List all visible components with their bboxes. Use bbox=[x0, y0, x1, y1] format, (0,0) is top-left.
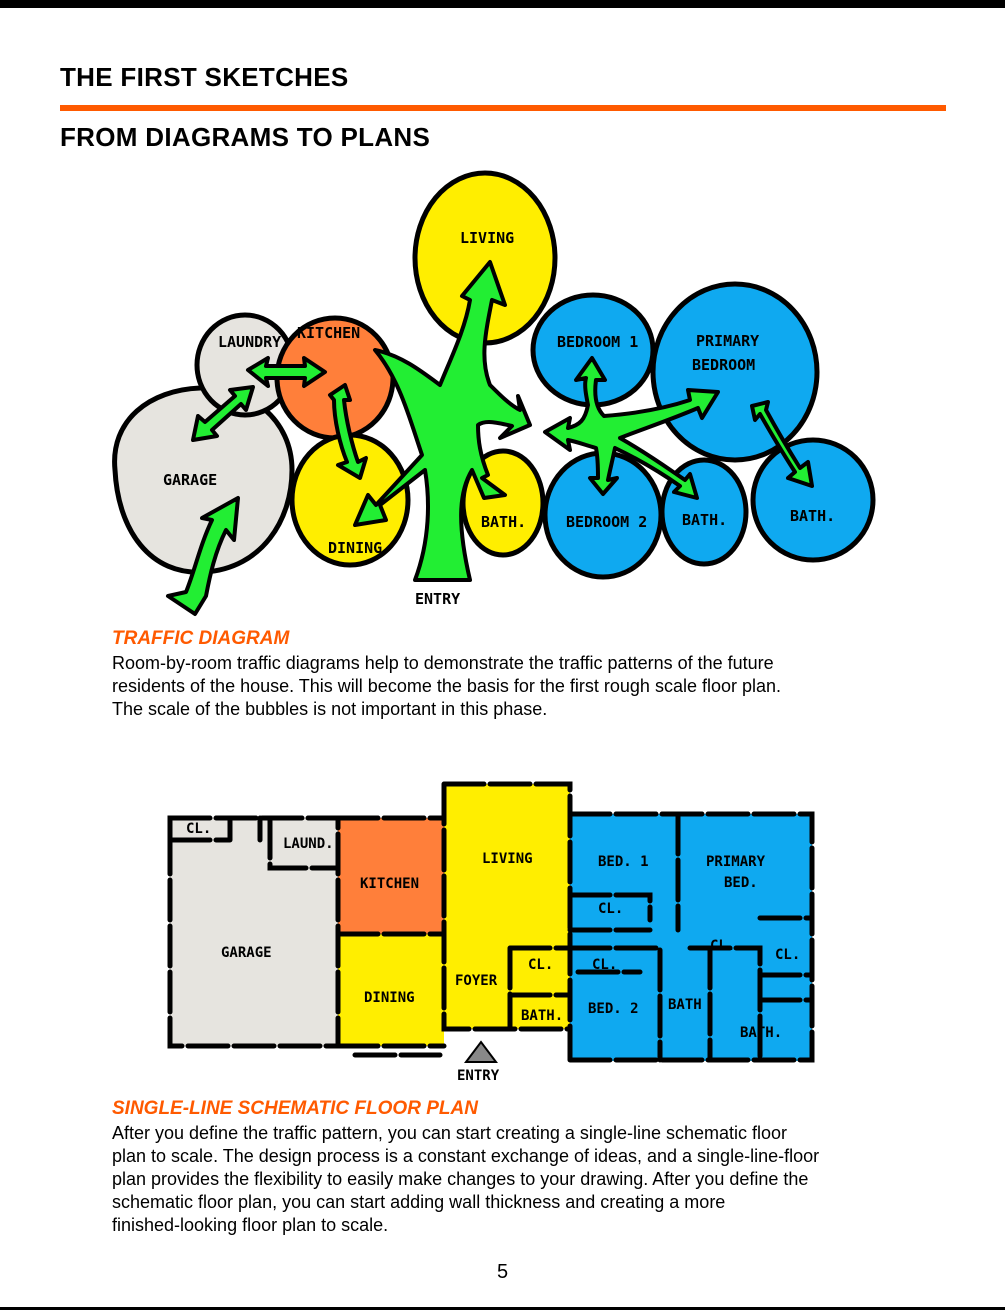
plan-label-living: LIVING bbox=[482, 851, 533, 867]
floor-plan-text-line: plan provides the flexibility to easily make changes to your drawing. After you define the bbox=[112, 1169, 809, 1189]
plan-label-cl-bed1: CL. bbox=[598, 901, 624, 917]
floor-plan-title: SINGLE-LINE SCHEMATIC FLOOR PLAN bbox=[112, 1098, 478, 1119]
garage-area bbox=[170, 818, 338, 1046]
traffic-diagram-title: TRAFFIC DIAGRAM bbox=[112, 628, 290, 649]
floor-plan-text-line: plan to scale. The design process is a constant exchange of ideas, and a single-line-floor bbox=[112, 1146, 820, 1166]
plan-label-laund: LAUND. bbox=[283, 836, 334, 852]
plan-label-bath-foyer: BATH. bbox=[521, 1008, 564, 1024]
plan-label-foyer: FOYER bbox=[455, 973, 498, 989]
plan-label-bed2: BED. 2 bbox=[588, 1001, 639, 1017]
label-dining: DINING bbox=[328, 539, 383, 557]
traffic-text-line: residents of the house. This will become the basis for the first rough scale floor plan. bbox=[112, 676, 782, 696]
label-primary-1: PRIMARY bbox=[696, 332, 760, 350]
label-kitchen: KITCHEN bbox=[297, 324, 361, 342]
label-bath-right: BATH. bbox=[790, 507, 836, 525]
section-title: THE FIRST SKETCHES bbox=[60, 62, 349, 92]
page-number: 5 bbox=[496, 1261, 509, 1283]
label-bedroom2: BEDROOM 2 bbox=[566, 513, 648, 531]
floor-plan-text-line: After you define the traffic pattern, you can start creating a single-line schematic floor bbox=[112, 1123, 788, 1143]
plan-label-cl-garage: CL. bbox=[186, 821, 212, 837]
traffic-text-line: Room-by-room traffic diagrams help to demonstrate the traffic patterns of the future bbox=[112, 653, 774, 673]
plan-label-dining: DINING bbox=[364, 990, 415, 1006]
label-laundry: LAUNDRY bbox=[218, 333, 282, 351]
floor-plan-text-line: finished-looking floor plan to scale. bbox=[112, 1215, 389, 1235]
entry-marker-icon bbox=[466, 1042, 496, 1062]
label-bedroom1: BEDROOM 1 bbox=[557, 333, 639, 351]
floor-plan-text-line: schematic floor plan, you can start adding wall thickness and creating a more bbox=[112, 1192, 726, 1212]
plan-label-cl-right: CL. bbox=[775, 947, 801, 963]
traffic-text-line: The scale of the bubbles is not important in this phase. bbox=[112, 699, 548, 719]
label-primary-2: BEDROOM bbox=[692, 356, 756, 374]
plan-label-garage: GARAGE bbox=[221, 945, 272, 961]
section-subtitle: FROM DIAGRAMS TO PLANS bbox=[60, 122, 431, 152]
plan-label-bath-primary: BATH. bbox=[740, 1025, 783, 1041]
plan-label-kitchen: KITCHEN bbox=[360, 876, 420, 892]
bedrooms-area bbox=[570, 814, 812, 1061]
plan-label-primary-1: PRIMARY bbox=[706, 854, 766, 870]
floor-plan-text bbox=[112, 1122, 819, 1237]
living-area bbox=[444, 784, 570, 1029]
plan-label-bath-mid: BATH bbox=[668, 997, 702, 1013]
label-living: LIVING bbox=[460, 229, 515, 247]
plan-label-cl-primary: CL. bbox=[710, 938, 736, 954]
plan-label-cl-foyer: CL. bbox=[528, 957, 554, 973]
label-garage: GARAGE bbox=[163, 471, 218, 489]
plan-label-bed1: BED. 1 bbox=[598, 854, 649, 870]
plan-label-cl-bed2: CL. bbox=[592, 957, 618, 973]
plan-label-entry: ENTRY bbox=[457, 1068, 500, 1084]
plan-label-primary-2: BED. bbox=[724, 875, 758, 891]
label-bath-center: BATH. bbox=[481, 513, 527, 531]
label-bath-mid: BATH. bbox=[682, 511, 728, 529]
label-entry: ENTRY bbox=[415, 590, 461, 608]
